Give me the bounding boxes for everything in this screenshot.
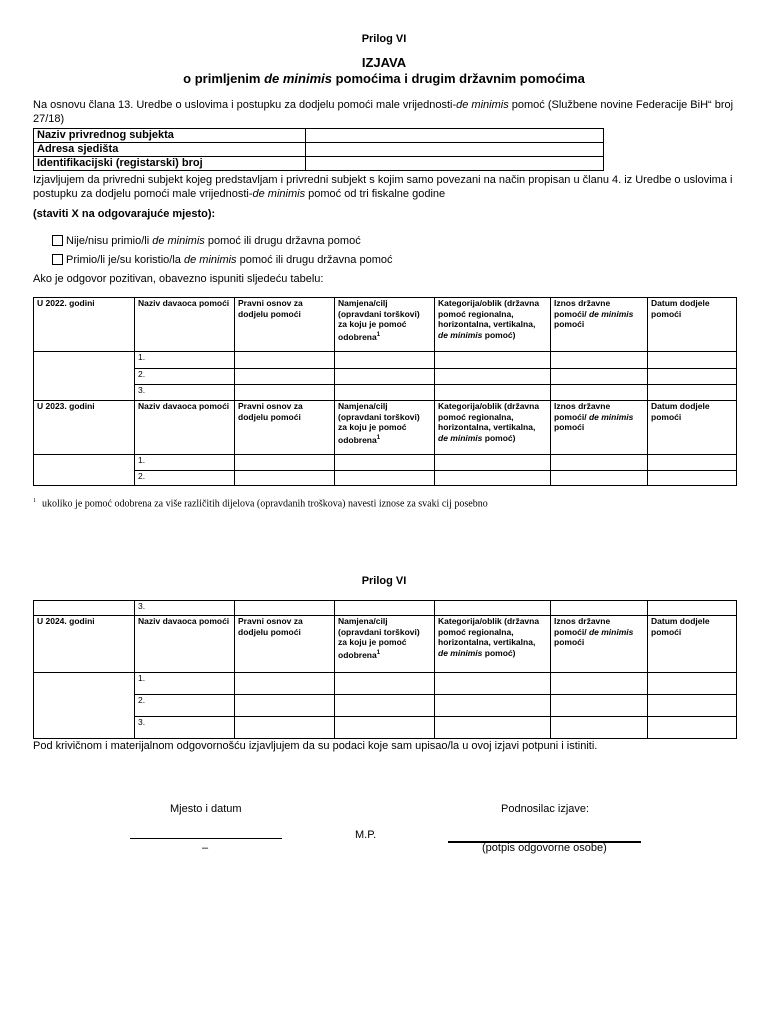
legal-basis-text: Na osnovu člana 13. Uredbe o uslovima i postupku za dodjelu pomoći male vrijednosti-de minimis pomoć (Službene novine Federacije BiH“ broj 27/18) (33, 99, 734, 125)
header-amount: Iznos državne pomoći/ de minimis pomoći (551, 616, 648, 673)
table-row (34, 695, 737, 717)
cell[interactable] (235, 601, 335, 616)
cell[interactable] (551, 369, 648, 385)
cell[interactable] (435, 385, 551, 401)
row-number: 2. (135, 695, 235, 717)
table-row (34, 616, 737, 673)
cell[interactable] (648, 385, 737, 401)
header-provider: Naziv davaoca pomoći (135, 616, 235, 673)
cell[interactable] (335, 717, 435, 739)
header-purpose: Namjena/cilj (opravdani torškovi) za koju je pomoć odobrena$^1$ (335, 616, 435, 673)
cell[interactable] (435, 455, 551, 471)
cell[interactable] (551, 471, 648, 486)
row-number: 3. (135, 717, 235, 739)
company-name-field[interactable] (306, 129, 604, 143)
cell[interactable] (435, 352, 551, 369)
header-purpose: Namjena/cilj (opravdani torškovi) za koju je pomoć odobrena$^1$ (335, 298, 435, 352)
cell[interactable] (551, 695, 648, 717)
year-2023-label: U 2023. godini (34, 401, 135, 455)
cell[interactable] (435, 717, 551, 739)
cell[interactable] (335, 695, 435, 717)
cell[interactable] (335, 352, 435, 369)
cell[interactable] (435, 695, 551, 717)
cell[interactable] (335, 385, 435, 401)
table-row (34, 157, 604, 171)
row-number: 2. (135, 471, 235, 486)
cell[interactable] (235, 369, 335, 385)
row-number: 1. (135, 352, 235, 369)
cell[interactable] (235, 471, 335, 486)
document-title: IZJAVA (361, 55, 407, 70)
header-category: Kategorija/oblik (državna pomoć regionalna, horizontalna, vertikalna, de minimis pomoć) (435, 616, 551, 673)
row-number: 3. (135, 385, 235, 401)
table-instruction: Ako je odgovor pozitivan, obavezno ispuniti sljedeću tabelu: (33, 273, 324, 285)
cell[interactable] (551, 601, 648, 616)
liability-statement: Pod krivičnom i materijalnom odgovornošću izjavljujem da su podaci koje sam upisao/la u ovoj izjavi potpuni i istiniti. (33, 740, 598, 752)
cell[interactable] (648, 601, 737, 616)
place-date-dash: – (202, 842, 209, 854)
option-received-checkbox[interactable] (52, 254, 63, 265)
place-date-label: Mjesto i datum (170, 803, 242, 815)
place-date-line[interactable] (130, 838, 282, 839)
row-number: 3. (135, 601, 235, 616)
cell[interactable] (551, 673, 648, 695)
document-subtitle: o primljenim de minimis pomoćima i drugim državnim pomoćima (183, 71, 585, 86)
table-row (34, 385, 737, 401)
header-category: Kategorija/oblik (državna pomoć regionalna, horizontalna, vertikalna, de minimis pomoć) (435, 298, 551, 352)
table-row (34, 471, 737, 486)
table-row (34, 601, 737, 616)
cell[interactable] (648, 717, 737, 739)
table-row (34, 673, 737, 695)
cell[interactable] (435, 471, 551, 486)
header-amount: Iznos državne pomoći/ de minimis pomoći (551, 401, 648, 455)
table-row (34, 298, 737, 352)
cell[interactable] (435, 601, 551, 616)
header-legal-basis: Pravni osnov za dodjelu pomoći (235, 401, 335, 455)
year-2024-spacer (34, 673, 135, 739)
header-provider: Naziv davaoca pomoći (135, 298, 235, 352)
option-received: Primio/li je/su koristio/la de minimis pomoć ili drugu državna pomoć (52, 254, 392, 266)
cell[interactable] (335, 601, 435, 616)
company-info-table (33, 128, 604, 171)
cell[interactable] (235, 352, 335, 369)
cell[interactable] (648, 695, 737, 717)
row-number: 1. (135, 673, 235, 695)
company-name-label: Naziv privrednog subjekta (34, 129, 306, 143)
stamp-label: M.P. (355, 829, 377, 841)
year-2023-spacer-cont (34, 601, 135, 616)
cell[interactable] (648, 471, 737, 486)
cell[interactable] (648, 455, 737, 471)
cell[interactable] (335, 673, 435, 695)
cell[interactable] (235, 673, 335, 695)
header-category: Kategorija/oblik (državna pomoć regionalna, horizontalna, vertikalna, de minimis pomoć) (435, 401, 551, 455)
table-row (34, 143, 604, 157)
cell[interactable] (435, 369, 551, 385)
aid-table-2022-2023 (33, 297, 737, 486)
cell[interactable] (235, 455, 335, 471)
company-id-field[interactable] (306, 157, 604, 171)
annex-label: Prilog VI (361, 33, 407, 45)
cell[interactable] (235, 695, 335, 717)
header-date: Datum dodjele pomoći (648, 401, 737, 455)
cell[interactable] (648, 352, 737, 369)
header-legal-basis: Pravni osnov za dodjelu pomoći (235, 616, 335, 673)
header-purpose: Namjena/cilj (opravdani torškovi) za koju je pomoć odobrena$^1$ (335, 401, 435, 455)
aid-table-2024 (33, 600, 737, 739)
table-row (34, 401, 737, 455)
cell[interactable] (235, 385, 335, 401)
applicant-label: Podnosilac izjave: (501, 803, 590, 815)
cell[interactable] (335, 455, 435, 471)
cell[interactable] (435, 673, 551, 695)
cell[interactable] (551, 352, 648, 369)
table-row (34, 455, 737, 471)
cell[interactable] (335, 471, 435, 486)
table-row (34, 369, 737, 385)
header-date: Datum dodjele pomoći (648, 616, 737, 673)
table-row (34, 129, 604, 143)
header-legal-basis: Pravni osnov za dodjelu pomoći (235, 298, 335, 352)
year-2022-spacer (34, 352, 135, 401)
cell[interactable] (235, 717, 335, 739)
row-number: 2. (135, 369, 235, 385)
option-not-received-checkbox[interactable] (52, 235, 63, 246)
row-number: 1. (135, 455, 235, 471)
signature-caption: (potpis odgovorne osobe) (482, 842, 607, 854)
company-id-label: Identifikacijski (registarski) broj (34, 157, 306, 171)
cell[interactable] (648, 369, 737, 385)
mark-instruction: (staviti X na odgovarajuće mjesto): (33, 208, 216, 220)
footnote: $^1$ ukoliko je pomoć odobrena za više različitih dijelova (opravdanih troškova) navesti iznose za svaki cij posebno (33, 498, 488, 510)
header-date: Datum dodjele pomoći (648, 298, 737, 352)
year-2024-label: U 2024. godini (34, 616, 135, 673)
cell[interactable] (551, 717, 648, 739)
annex-label-page2: Prilog VI (361, 575, 407, 587)
company-address-field[interactable] (306, 143, 604, 157)
header-amount: Iznos državne pomoći/ de minimis pomoći (551, 298, 648, 352)
company-address-label: Adresa sjedišta (34, 143, 306, 157)
year-2023-spacer (34, 455, 135, 486)
header-provider: Naziv davaoca pomoći (135, 401, 235, 455)
declaration-text: Izjavljujem da privredni subjekt kojeg predstavljam i privredni subjekt s kojim samo povezani na način propisan u članu 4. iz Uredbe o uslovima i postupku za dodjelu pomoći male vrijednosti-de minimis pomoć od tri fiskalne godine (33, 174, 733, 200)
cell[interactable] (551, 455, 648, 471)
table-row (34, 352, 737, 369)
cell[interactable] (648, 673, 737, 695)
cell[interactable] (551, 385, 648, 401)
table-row (34, 717, 737, 739)
year-2022-label: U 2022. godini (34, 298, 135, 352)
cell[interactable] (335, 369, 435, 385)
option-not-received: Nije/nisu primio/li de minimis pomoć ili drugu državna pomoć (52, 235, 361, 247)
